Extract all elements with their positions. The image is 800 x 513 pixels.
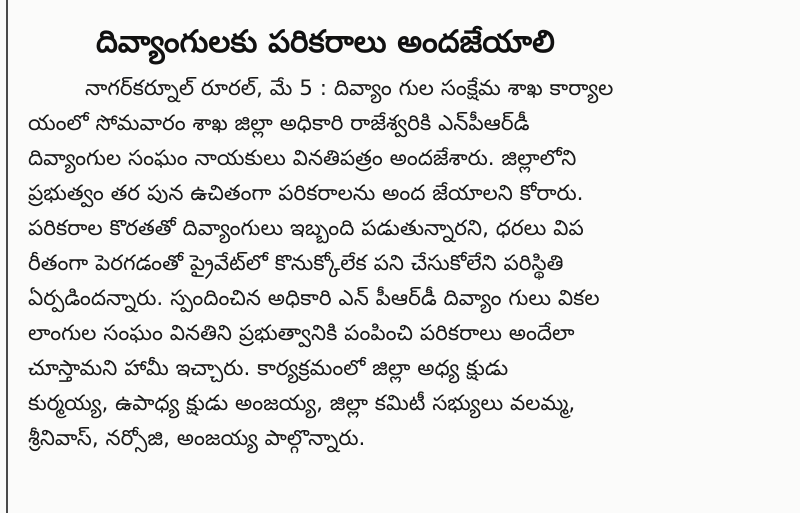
article-line: దివ్యాంగుల సంఘం నాయకులు వినతిపత్రం అందజేశారు. జిల్లాలోని bbox=[28, 146, 577, 171]
article-line: రీతంగా పెరగడంతో ప్రైవేట్‌లో కొనుక్కోలేక పని చేసుకోలేని పరిస్థితి bbox=[28, 251, 564, 276]
article-line: శ్రీనివాస్, నర్సోజి, అంజయ్య పాల్గొన్నారు. bbox=[28, 426, 366, 451]
article-body bbox=[28, 71, 780, 456]
article-line: ఏర్పడిందన్నారు. స్పందించిన అధికారి ఎన్ పీఆర్‌డీ దివ్యాం గులు వికల bbox=[28, 286, 600, 311]
article-line: నాగర్‌కర్నూల్ రూరల్, మే 5 : దివ్యాం గుల సంక్షేమ శాఖ కార్యాల bbox=[85, 76, 614, 101]
article-line: ప్రభుత్వం తర పున ఉచితంగా పరికరాలను అంద జేయాలని కోరారు. bbox=[28, 181, 584, 206]
article-line: యంలో సోమవారం శాఖ జిల్లా అధికారి రాజేశ్వరికి ఎన్‌పీఆర్‌డీ bbox=[28, 111, 530, 136]
article-line: పరికరాల కొరతతో దివ్యాంగులు ఇబ్బంది పడుతున్నారని, ధరలు విప bbox=[28, 216, 584, 241]
article-line: కుర్మయ్య, ఉపాధ్య క్షుడు అంజయ్య, జిల్లా కమిటీ సభ్యులు వలమ్మ, bbox=[28, 391, 576, 416]
column-divider bbox=[6, 0, 8, 513]
article-line: లాంగుల సంఘం వినతిని ప్రభుత్వానికి పంపించి పరికరాలు అందేలా bbox=[28, 321, 575, 346]
headline: దివ్యాంగులకు పరికరాలు అందజేయాలి bbox=[96, 24, 555, 60]
article-line: చూస్తామని హామీ ఇచ్చారు. కార్యక్రమంలో జిల్లా అధ్య క్షుడు bbox=[28, 356, 509, 381]
